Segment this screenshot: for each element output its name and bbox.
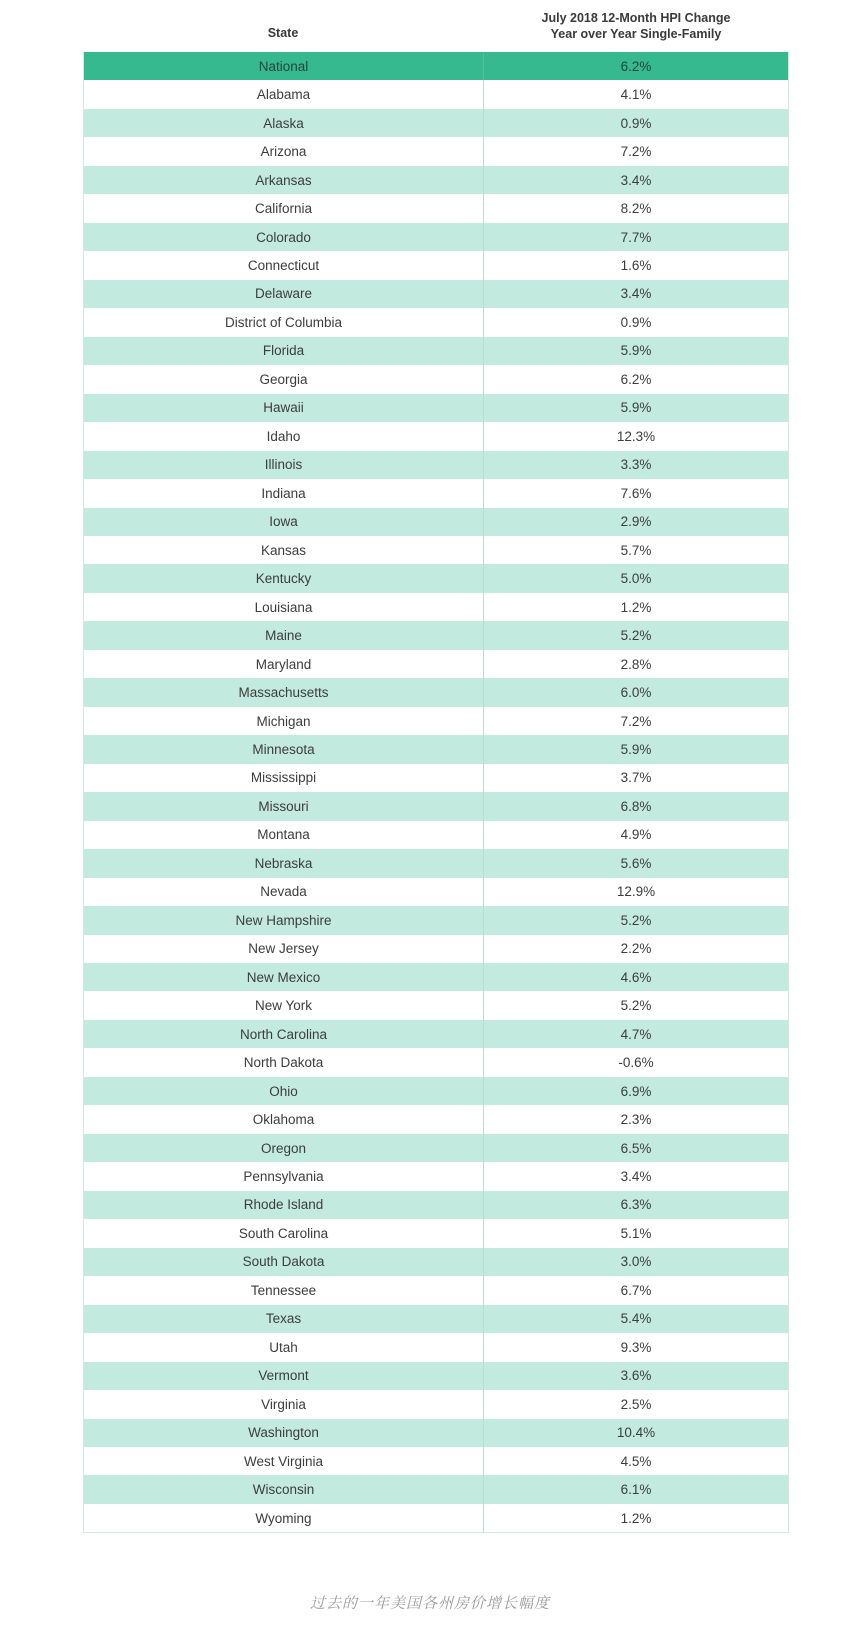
- hpi-cell: 3.4%: [620, 172, 652, 188]
- state-cell: Pennsylvania: [84, 1162, 484, 1190]
- hpi-cell: 6.8%: [620, 798, 652, 814]
- hpi-cell: 5.6%: [620, 855, 652, 871]
- hpi-cell: 12.3%: [616, 428, 656, 444]
- table-row: [84, 821, 788, 849]
- hpi-cell: 2.8%: [620, 656, 652, 672]
- state-cell: Rhode Island: [84, 1191, 484, 1219]
- hpi-cell: 1.2%: [620, 1510, 652, 1526]
- table-row: [84, 337, 788, 365]
- table-row: [84, 1390, 788, 1418]
- state-column-header: State: [267, 26, 299, 40]
- state-cell: Oklahoma: [84, 1105, 484, 1133]
- hpi-cell: 6.5%: [620, 1140, 652, 1156]
- state-cell: West Virginia: [84, 1447, 484, 1475]
- hpi-cell: 6.2%: [620, 58, 652, 74]
- hpi-cell: 5.0%: [620, 571, 652, 587]
- table-row: [84, 536, 788, 564]
- state-cell: Michigan: [84, 707, 484, 735]
- state-cell: Ohio: [84, 1077, 484, 1105]
- hpi-cell: 8.2%: [620, 201, 652, 217]
- table-row: [84, 564, 788, 592]
- hpi-table: [83, 0, 789, 1533]
- table-row: [84, 308, 788, 336]
- table-row: [84, 1504, 788, 1532]
- hpi-cell: 1.2%: [620, 599, 652, 615]
- state-cell: Florida: [84, 337, 484, 365]
- hpi-cell: 7.7%: [620, 229, 652, 245]
- table-row: [84, 109, 788, 137]
- hpi-cell: 5.2%: [620, 912, 652, 928]
- hpi-cell: 3.7%: [620, 770, 652, 786]
- table-header: [83, 0, 789, 52]
- state-cell: Texas: [84, 1305, 484, 1333]
- state-cell: Mississippi: [84, 764, 484, 792]
- table-row: [84, 707, 788, 735]
- table-row: [84, 1276, 788, 1304]
- figure-caption: 过去的一年美国各州房价增长幅度: [309, 1595, 550, 1612]
- hpi-cell: 6.3%: [620, 1197, 652, 1213]
- hpi-cell: 6.7%: [620, 1282, 652, 1298]
- state-cell: Connecticut: [84, 251, 484, 279]
- state-cell: Arkansas: [84, 166, 484, 194]
- table-row: [84, 593, 788, 621]
- table-row: [84, 223, 788, 251]
- state-cell: New Hampshire: [84, 906, 484, 934]
- hpi-cell: 5.1%: [620, 1225, 652, 1241]
- table-row: [84, 991, 788, 1019]
- state-cell: Utah: [84, 1333, 484, 1361]
- national-row: [84, 52, 788, 80]
- state-cell: Nebraska: [84, 849, 484, 877]
- hpi-cell: 0.9%: [620, 115, 652, 131]
- state-cell: Maryland: [84, 650, 484, 678]
- state-cell: South Carolina: [84, 1219, 484, 1247]
- hpi-cell: 4.1%: [620, 87, 652, 103]
- hpi-cell: 10.4%: [616, 1425, 656, 1441]
- state-cell: Alabama: [84, 80, 484, 108]
- state-cell: Minnesota: [84, 735, 484, 763]
- table-body: [83, 52, 789, 1533]
- state-cell: New Mexico: [84, 963, 484, 991]
- state-cell: Wisconsin: [84, 1475, 484, 1503]
- table-row: [84, 621, 788, 649]
- table-row: [84, 935, 788, 963]
- hpi-cell: 4.9%: [620, 827, 652, 843]
- table-row: [84, 166, 788, 194]
- table-row: [84, 878, 788, 906]
- hpi-cell: 7.6%: [620, 485, 652, 501]
- state-cell: Washington: [84, 1419, 484, 1447]
- hpi-cell: 7.2%: [620, 713, 652, 729]
- state-cell: Wyoming: [84, 1504, 484, 1532]
- hpi-cell: 6.0%: [620, 685, 652, 701]
- state-cell: Arizona: [84, 137, 484, 165]
- hpi-cell: 2.3%: [620, 1112, 652, 1128]
- state-cell: National: [84, 52, 484, 80]
- hpi-cell: 0.9%: [620, 314, 652, 330]
- hpi-cell: 5.9%: [620, 343, 652, 359]
- hpi-cell: 2.2%: [620, 941, 652, 957]
- state-cell: Idaho: [84, 422, 484, 450]
- hpi-cell: -0.6%: [618, 1055, 654, 1071]
- table-row: [84, 792, 788, 820]
- table-row: [84, 80, 788, 108]
- hpi-cell: 3.4%: [620, 286, 652, 302]
- state-cell: South Dakota: [84, 1248, 484, 1276]
- state-cell: Nevada: [84, 878, 484, 906]
- table-row: [84, 1305, 788, 1333]
- state-cell: Georgia: [84, 365, 484, 393]
- table-row: [84, 963, 788, 991]
- table-row: [84, 906, 788, 934]
- hpi-cell: 5.4%: [620, 1311, 652, 1327]
- table-row: [84, 194, 788, 222]
- state-cell: Virginia: [84, 1390, 484, 1418]
- table-row: [84, 1475, 788, 1503]
- state-cell: Massachusetts: [84, 678, 484, 706]
- hpi-column-header: [483, 10, 789, 42]
- hpi-cell: 5.2%: [620, 628, 652, 644]
- table-row: [84, 422, 788, 450]
- hpi-cell: 4.7%: [620, 1026, 652, 1042]
- table-row: [84, 849, 788, 877]
- state-cell: Colorado: [84, 223, 484, 251]
- table-row: [84, 1105, 788, 1133]
- state-cell: Kansas: [84, 536, 484, 564]
- table-row: [84, 394, 788, 422]
- state-cell: Maine: [84, 621, 484, 649]
- hpi-cell: 5.9%: [620, 741, 652, 757]
- hpi-cell: 3.0%: [620, 1254, 652, 1270]
- table-row: [84, 365, 788, 393]
- state-cell: Montana: [84, 821, 484, 849]
- state-cell: Tennessee: [84, 1276, 484, 1304]
- hpi-cell: 4.6%: [620, 969, 652, 985]
- table-row: [84, 280, 788, 308]
- table-row: [84, 650, 788, 678]
- table-row: [84, 1134, 788, 1162]
- hpi-cell: 3.6%: [620, 1368, 652, 1384]
- hpi-cell: 1.6%: [620, 258, 652, 274]
- hpi-cell: 2.5%: [620, 1396, 652, 1412]
- hpi-cell: 12.9%: [616, 884, 656, 900]
- state-cell: Vermont: [84, 1362, 484, 1390]
- table-row: [84, 1362, 788, 1390]
- table-row: [84, 137, 788, 165]
- state-cell: Kentucky: [84, 564, 484, 592]
- table-row: [84, 1077, 788, 1105]
- hpi-cell: 5.9%: [620, 400, 652, 416]
- state-cell: Iowa: [84, 508, 484, 536]
- table-row: [84, 1162, 788, 1190]
- hpi-header-line2: Year over Year Single-Family: [550, 27, 722, 41]
- state-cell: Hawaii: [84, 394, 484, 422]
- table-row: [84, 1020, 788, 1048]
- hpi-cell: 4.5%: [620, 1453, 652, 1469]
- table-row: [84, 678, 788, 706]
- state-cell: North Carolina: [84, 1020, 484, 1048]
- table-row: [84, 1248, 788, 1276]
- hpi-cell: 6.9%: [620, 1083, 652, 1099]
- table-row: [84, 1333, 788, 1361]
- table-row: [84, 764, 788, 792]
- hpi-cell: 6.1%: [620, 1482, 652, 1498]
- hpi-cell: 3.3%: [620, 457, 652, 473]
- table-row: [84, 1048, 788, 1076]
- table-row: [84, 735, 788, 763]
- table-row: [84, 479, 788, 507]
- hpi-cell: 6.2%: [620, 371, 652, 387]
- table-row: [84, 508, 788, 536]
- table-row: [84, 451, 788, 479]
- state-cell: Louisiana: [84, 593, 484, 621]
- hpi-cell: 2.9%: [620, 514, 652, 530]
- table-row: [84, 1447, 788, 1475]
- hpi-header-line1: July 2018 12-Month HPI Change: [541, 11, 731, 25]
- table-row: [84, 1419, 788, 1447]
- state-cell: New York: [84, 991, 484, 1019]
- state-cell: Alaska: [84, 109, 484, 137]
- state-cell: Delaware: [84, 280, 484, 308]
- table-row: [84, 1191, 788, 1219]
- hpi-cell: 5.7%: [620, 542, 652, 558]
- hpi-cell: 5.2%: [620, 998, 652, 1014]
- state-cell: Oregon: [84, 1134, 484, 1162]
- state-cell: District of Columbia: [84, 308, 484, 336]
- hpi-cell: 3.4%: [620, 1169, 652, 1185]
- state-cell: North Dakota: [84, 1048, 484, 1076]
- state-cell: Illinois: [84, 451, 484, 479]
- hpi-cell: 9.3%: [620, 1339, 652, 1355]
- state-cell: Missouri: [84, 792, 484, 820]
- table-row: [84, 1219, 788, 1247]
- state-cell: Indiana: [84, 479, 484, 507]
- hpi-cell: 7.2%: [620, 144, 652, 160]
- table-row: [84, 251, 788, 279]
- state-cell: New Jersey: [84, 935, 484, 963]
- state-cell: California: [84, 194, 484, 222]
